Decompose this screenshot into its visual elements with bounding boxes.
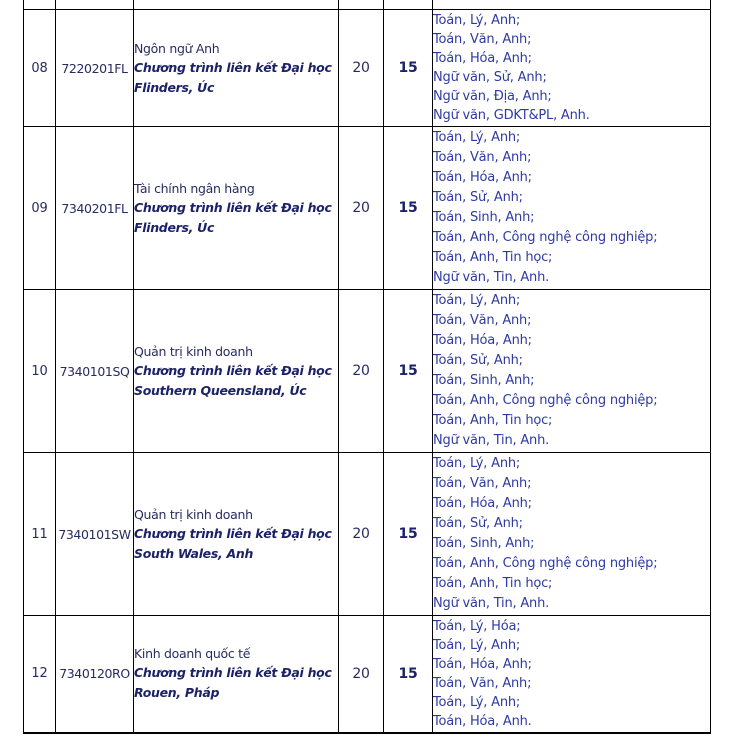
program-name-cell <box>134 127 339 290</box>
row-number-cell: 08 <box>24 10 56 127</box>
quota-secondary-cell <box>384 0 433 10</box>
program-name-cell <box>134 616 339 733</box>
program-link-line: Chương trình liên kết Đại học <box>134 665 332 681</box>
subject-combinations-cell <box>433 127 711 290</box>
subject-combination-line: Toán, Văn, Anh; <box>433 675 532 691</box>
subject-combination-line: Toán, Hóa, Anh; <box>433 333 532 348</box>
table-row <box>24 10 711 127</box>
program-code-cell: 7340120RO <box>56 616 134 733</box>
program-code-cell: 7340101SW <box>56 453 134 616</box>
program-link-text <box>134 524 338 564</box>
program-link-line: Flinders, Úc <box>134 79 215 95</box>
quota-cell: 20 <box>339 453 384 616</box>
quota-secondary-cell: 15 <box>384 127 433 290</box>
quota-cell: 20 <box>339 127 384 290</box>
row-number-cell: 09 <box>24 127 56 290</box>
program-link-line: Southern Queensland, Úc <box>134 382 307 398</box>
program-link-line: Chương trình liên kết Đại học <box>134 59 332 75</box>
program-link-text <box>134 361 338 401</box>
row-number-cell: 12 <box>24 616 56 733</box>
subject-combination-line: Toán, Lý, Anh; <box>433 293 521 308</box>
subject-combination-line: Toán, Lý, Anh; <box>433 637 521 653</box>
program-name-text: Tài chính ngân hàng <box>134 180 255 196</box>
program-code-cell: 7340201FL <box>56 127 134 290</box>
program-link-line: Chương trình liên kết Đại học <box>134 199 332 215</box>
program-link-text <box>134 663 338 703</box>
quota-cell: 20 <box>339 290 384 453</box>
subject-combination-line: Toán, Sử, Anh; <box>433 516 523 531</box>
program-name-text: Quản trị kinh doanh <box>134 506 253 522</box>
subject-combination-line: Ngữ văn, Sử, Anh; <box>433 70 547 85</box>
subject-combination-line: Toán, Văn, Anh; <box>433 476 532 491</box>
subject-combination-line: Toán, Anh, Công nghệ công nghiệp; <box>433 230 658 245</box>
quota-cell <box>339 0 384 10</box>
program-link-line: Chương trình liên kết Đại học <box>134 362 332 378</box>
subject-combination-line: Ngữ văn, Địa, Anh; <box>433 89 552 104</box>
subject-combination-line: Toán, Anh, Tin học; <box>433 576 553 591</box>
subject-combination-line: Toán, Hóa, Anh; <box>433 51 532 66</box>
subject-combination-line: Toán, Sinh, Anh; <box>433 536 535 551</box>
program-code-cell <box>56 0 134 10</box>
program-name-cell <box>134 10 339 127</box>
subject-combination-line: Toán, Sử, Anh; <box>433 190 523 205</box>
subject-combinations-cell <box>433 0 711 10</box>
table-row-partial <box>24 0 711 10</box>
subject-combination-line: Toán, Sinh, Anh; <box>433 210 535 225</box>
subject-combination-line: Toán, Anh, Tin học; <box>433 413 553 428</box>
program-code-cell: 7340101SQ <box>56 290 134 453</box>
row-number-cell: 11 <box>24 453 56 616</box>
program-name-cell <box>134 0 339 10</box>
quota-cell: 20 <box>339 616 384 733</box>
subject-combination-line: Toán, Anh, Tin học; <box>433 250 553 265</box>
subject-combination-line: Toán, Anh, Công nghệ công nghiệp; <box>433 393 658 408</box>
subject-combination-line: Toán, Sử, Anh; <box>433 353 523 368</box>
row-number-cell: 10 <box>24 290 56 453</box>
subject-combination-line: Toán, Lý, Anh; <box>433 130 521 145</box>
subject-combination-line: Toán, Sinh, Anh; <box>433 373 535 388</box>
subject-combination-line: Ngữ văn, Tin, Anh. <box>433 270 550 285</box>
program-link-line: South Wales, Anh <box>134 545 254 561</box>
subject-combinations-cell <box>433 290 711 453</box>
subject-combination-line: Ngữ văn, Tin, Anh. <box>433 433 550 448</box>
subject-combination-line: Toán, Lý, Anh; <box>433 456 521 471</box>
subject-combinations-cell <box>433 10 711 127</box>
program-link-text <box>134 58 338 98</box>
subject-combination-line: Ngữ văn, Tin, Anh. <box>433 596 550 611</box>
program-name-text: Quản trị kinh doanh <box>134 343 253 359</box>
quota-secondary-cell: 15 <box>384 290 433 453</box>
admissions-table <box>23 0 711 734</box>
quota-secondary-cell: 15 <box>384 453 433 616</box>
program-link-line: Rouen, Pháp <box>134 685 220 701</box>
table-row <box>24 616 711 733</box>
program-link-text <box>134 198 338 238</box>
program-link-line: Chương trình liên kết Đại học <box>134 525 332 541</box>
row-number-cell <box>24 0 56 10</box>
subject-combination-line: Toán, Hóa, Anh. <box>433 713 532 729</box>
program-name-text: Kinh doanh quốc tế <box>134 646 251 662</box>
subject-combinations-cell <box>433 616 711 733</box>
subject-combination-line: Toán, Hóa, Anh; <box>433 656 532 672</box>
subject-combination-line: Toán, Lý, Hóa; <box>433 618 521 634</box>
quota-secondary-cell: 15 <box>384 10 433 127</box>
program-name-cell <box>134 453 339 616</box>
table-row <box>24 290 711 453</box>
subject-combination-line: Toán, Hóa, Anh; <box>433 496 532 511</box>
table-row <box>24 453 711 616</box>
subject-combination-line: Toán, Văn, Anh; <box>433 313 532 328</box>
subject-combination-line: Toán, Lý, Anh; <box>433 694 521 710</box>
program-link-line: Flinders, Úc <box>134 219 215 235</box>
table-row <box>24 127 711 290</box>
program-name-text: Ngôn ngữ Anh <box>134 40 220 56</box>
subject-combination-line: Toán, Anh, Công nghệ công nghiệp; <box>433 556 658 571</box>
program-code-cell: 7220201FL <box>56 10 134 127</box>
subject-combination-line: Toán, Văn, Anh; <box>433 32 532 47</box>
subject-combination-line: Toán, Hóa, Anh; <box>433 170 532 185</box>
subject-combination-line: Ngữ văn, GDKT&PL, Anh. <box>433 108 590 123</box>
quota-secondary-cell: 15 <box>384 616 433 733</box>
subject-combination-line: Toán, Văn, Anh; <box>433 150 532 165</box>
subject-combinations-cell <box>433 453 711 616</box>
quota-cell: 20 <box>339 10 384 127</box>
subject-combination-line: Toán, Lý, Anh; <box>433 13 521 28</box>
program-name-cell <box>134 290 339 453</box>
